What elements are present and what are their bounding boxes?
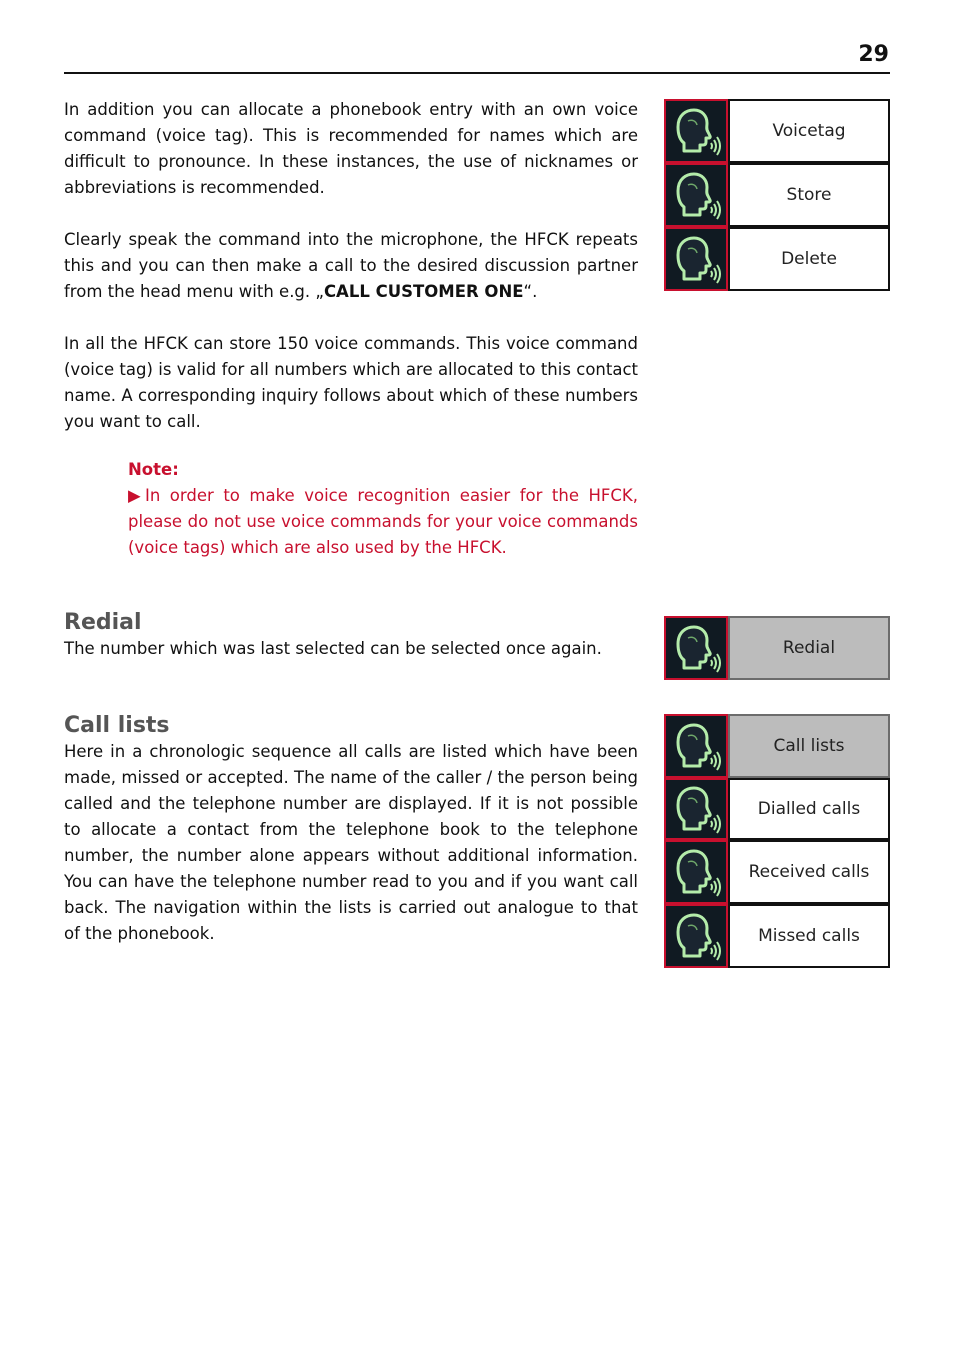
voice-head-icon xyxy=(664,714,728,778)
menu-item-store[interactable] xyxy=(664,163,890,227)
call-lists-title: Call lists xyxy=(64,713,170,738)
menu-item-missed-calls[interactable] xyxy=(664,904,890,968)
voice-head-icon xyxy=(664,840,728,904)
intro-paragraph-2-suffix: “. xyxy=(523,282,538,301)
voice-head-icon xyxy=(664,616,728,680)
arrow-right-icon: ▶ xyxy=(128,486,145,505)
menu-item-label: Voicetag xyxy=(728,99,890,163)
header-rule xyxy=(64,72,890,74)
voice-head-icon xyxy=(664,99,728,163)
note-title: Note: xyxy=(128,460,179,479)
intro-section xyxy=(64,97,638,435)
note-text: In order to make voice recognition easier for the HFCK, please do not use voice commands for your voice commands (voice tags) which are also used by the HFCK. xyxy=(128,486,638,557)
redial-title: Redial xyxy=(64,610,142,635)
menu-item-label: Dialled calls xyxy=(728,778,890,840)
note-text-block xyxy=(128,483,638,561)
call-lists-menu xyxy=(664,714,890,968)
menu-item-redial[interactable] xyxy=(664,616,890,680)
redial-section xyxy=(64,610,638,662)
voice-head-icon xyxy=(664,163,728,227)
menu-item-received-calls[interactable] xyxy=(664,840,890,904)
menu-item-dialled-calls[interactable] xyxy=(664,778,890,840)
intro-paragraph-3: In all the HFCK can store 150 voice commands. This voice command (voice tag) is valid for all numbers which are allocated to this contact name. A corresponding inquiry follows about which of these numbers you want to call. xyxy=(64,334,638,431)
menu-item-label: Delete xyxy=(728,227,890,291)
voice-head-icon xyxy=(664,904,728,968)
page-number: 29 xyxy=(858,42,889,67)
voice-head-icon xyxy=(664,778,728,840)
menu-item-voicetag[interactable] xyxy=(664,99,890,163)
call-lists-section xyxy=(64,713,638,947)
intro-paragraph-2 xyxy=(64,227,638,305)
redial-text: The number which was last selected can be selected once again. xyxy=(64,639,602,658)
intro-command-example: CALL CUSTOMER ONE xyxy=(323,282,524,301)
menu-item-label: Missed calls xyxy=(728,904,890,968)
menu-item-delete[interactable] xyxy=(664,227,890,291)
redial-menu xyxy=(664,616,890,680)
menu-item-call-lists[interactable] xyxy=(664,714,890,778)
menu-item-label: Redial xyxy=(728,616,890,680)
call-lists-text: Here in a chronologic sequence all calls are listed which have been made, missed or accepted. The name of the caller / the person being called and the telephone number are displayed. If it is not possible to allocate a contact from the telephone book to the telephone number, the number alone appears without additional information. You can have the telephone number read to you and if you want call back. The navigation within the lists is carried out analogue to that of the phonebook. xyxy=(64,742,638,943)
intro-paragraph-1: In addition you can allocate a phonebook entry with an own voice command (voice tag). This is recommended for names which are difficult to pronounce. In these instances, the use of nicknames or abbreviations is recommended. xyxy=(64,100,638,197)
note-box xyxy=(128,457,638,561)
voice-head-icon xyxy=(664,227,728,291)
intro-paragraph-2-prefix: Clearly speak the command into the microphone, the HFCK repeats this and you can then make a call to the desired discussion partner from the head menu with e.g. „ xyxy=(64,230,638,301)
menu-item-label: Call lists xyxy=(728,714,890,778)
menu-item-label: Store xyxy=(728,163,890,227)
menu-item-label: Received calls xyxy=(728,840,890,904)
voicetag-menu xyxy=(664,99,890,291)
